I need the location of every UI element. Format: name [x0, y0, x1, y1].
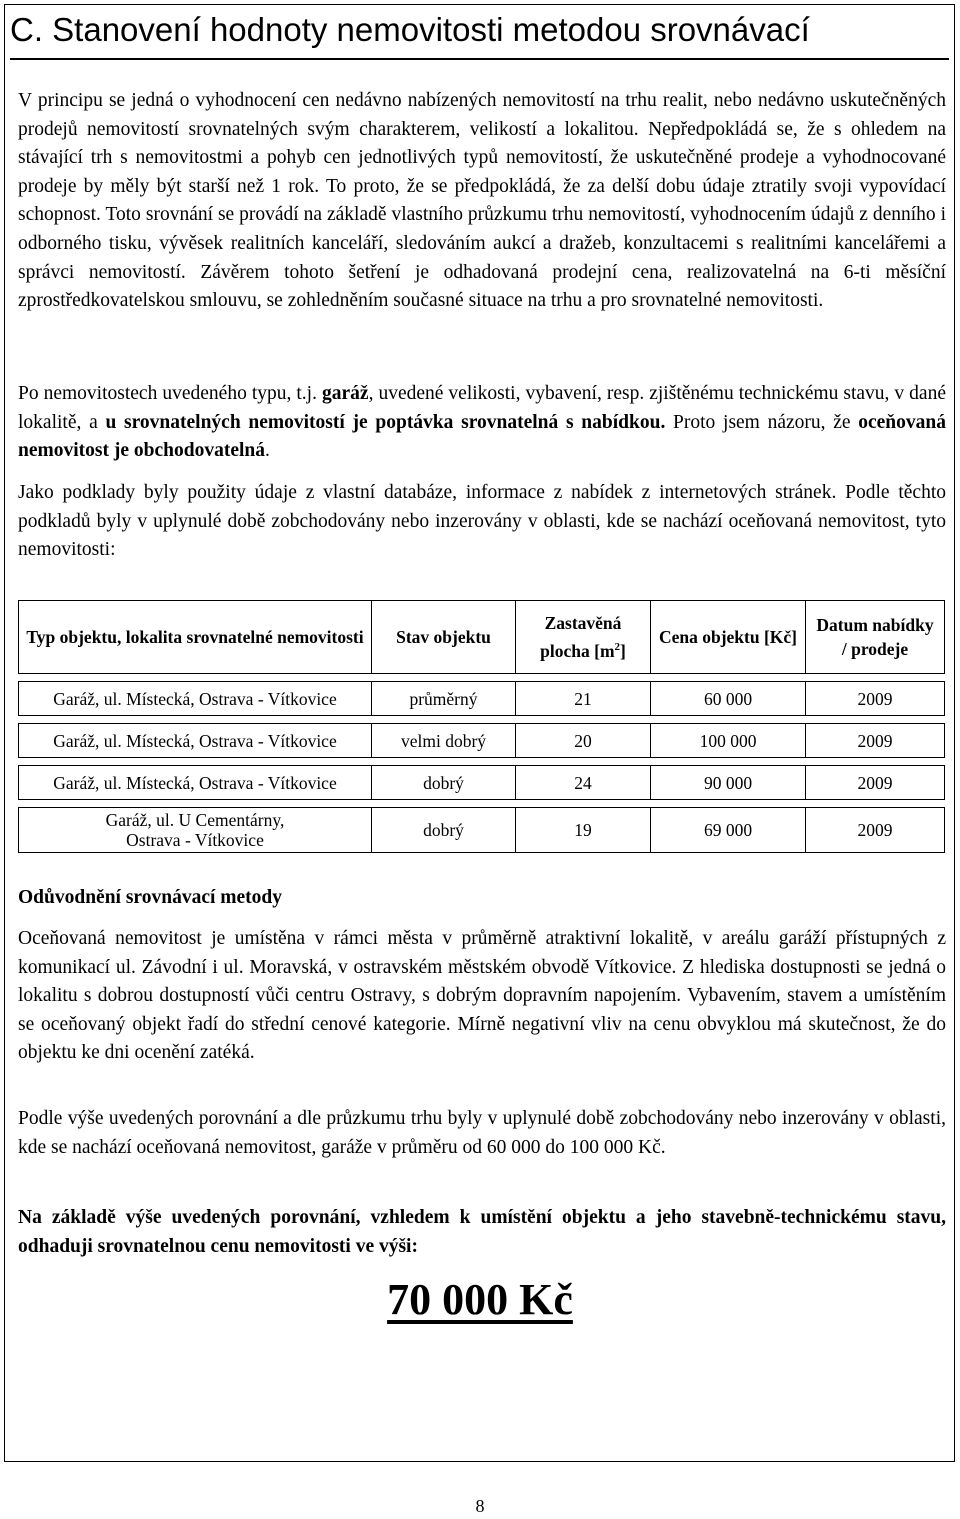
justification-heading: Odůvodnění srovnávací metody — [18, 887, 283, 908]
cell-area: 21 — [516, 681, 651, 716]
location-paragraph: Oceňovaná nemovitost je umístěna v rámci města v průměrně atraktivní lokalitě, v areálu garáží přístupných z komunikací ul. Závodní i ul. Moravská, v ostravském městském obvodě Vítkovice. Z hlediska dostupnosti se jedná o lokalitu s dobrou dostupností vůči centru Ostravy, s dobrým dopravním napojením. Vybavením, stavem a umístěním se oceňovaný objekt řadí do střední cenové kategorie. Mírně negativní vliv na cenu obvyklou má skutečnost, že do objektu ke dni ocenění zatéká. — [18, 928, 946, 1064]
market-paragraph: Podle výše uvedených porovnání a dle průzkumu trhu byly v uplynulé době zobchodovány nebo inzerovány v oblasti, kde se nachází oceňovaná nemovitost, garáže v průměru od 60 000 do 100 000 Kč. — [18, 1108, 946, 1158]
header-date: Datum nabídky / prodeje — [806, 600, 945, 674]
header-price: Cena objektu [Kč] — [651, 600, 806, 674]
header-state: Stav objektu — [372, 600, 516, 674]
tradability-statement: oceňovaná nemovitost je obchodovatelná — [18, 411, 946, 462]
cell-price: 90 000 — [651, 765, 806, 800]
cell-state: dobrý — [372, 807, 516, 853]
cell-area: 20 — [516, 723, 651, 758]
cell-type: Garáž, ul. Místecká, Ostrava - Vítkovice — [18, 681, 372, 716]
cell-area: 24 — [516, 765, 651, 800]
table-row — [18, 765, 945, 800]
header-area: Zastavěná plocha $[m^2]$ — [516, 600, 651, 674]
page-number: 8 — [475, 1496, 485, 1516]
cell-date: 2009 — [806, 807, 945, 853]
cell-price: 60 000 — [651, 681, 806, 716]
table-row — [18, 807, 945, 853]
cell-type: Garáž, ul. Místecká, Ostrava - Vítkovice — [18, 765, 372, 800]
cell-date: 2009 — [806, 765, 945, 800]
cell-type: Garáž, ul. Místecká, Ostrava - Vítkovice — [18, 723, 372, 758]
estimated-price-value: 70 000 Kč — [387, 1275, 573, 1324]
cell-state: velmi dobrý — [372, 723, 516, 758]
demand-statement: u srovnatelných nemovitostí je poptávka srovnatelná s nabídkou. — [105, 411, 666, 433]
demand-text-e: Proto jsem názoru, že — [665, 411, 859, 433]
table-header-row — [18, 600, 945, 674]
property-type: garáž — [322, 383, 369, 404]
cell-date: 2009 — [806, 681, 945, 716]
cell-price: 100 000 — [651, 723, 806, 758]
intro-paragraph: V principu se jedná o vyhodnocení cen nedávno nabízených nemovitostí na trhu realit, nebo nedávno uskutečněných prodejů nemovitostí srovnatelných svým charakterem, velikostí a lokalitou. Nepředpokládá se, že s ohledem na stávající trh s nemovitostmi a pohyb cen jednotlivých typů nemovitostí, že uskutečněné prodeje a vyhodnocované prodeje by měly být starší než 1 rok. To proto, že se předpokládá, že za delší dobu údaje ztratily svoji vypovídací schopnost. Toto srovnání se provádí na základě vlastního průzkumu trhu nemovitostí, vyhodnocením údajů z denního i odborného tisku, vývěsek realitních kanceláří, sledováním aukcí a dražeb, konzultacemi s realitními kancelářemi a správci nemovitostí. Závěrem tohoto šetření je odhadovaná prodejní cena, realizovatelná na 6-ti měsíční zprostředkovatelskou smlouvu, se zohledněním současné situace na trhu a pro srovnatelné nemovitosti. — [18, 90, 946, 312]
cell-date: 2009 — [806, 723, 945, 758]
demand-text-g: . — [265, 440, 270, 462]
comparison-table — [18, 593, 945, 860]
demand-text-c: , uvedené velikosti, vybavení, resp. zjištěnému technickému stavu, v dané lokalitě, a — [18, 383, 946, 433]
table-row — [18, 681, 945, 716]
demand-text-a: Po nemovitostech uvedeného typu, t.j. — [18, 383, 322, 404]
sources-paragraph: Jako podklady byly použity údaje z vlastní databáze, informace z nabídek z internetových stránek. Podle těchto podkladů byly v uplynulé době zobchodovány nebo inzerovány v oblasti, kde se nachází oceňovaná nemovitost, tyto nemovitosti: — [18, 482, 946, 561]
cell-area: 19 — [516, 807, 651, 853]
cell-price: 69 000 — [651, 807, 806, 853]
heading-underline — [10, 58, 949, 60]
demand-paragraph — [18, 380, 946, 466]
cell-state: průměrný — [372, 681, 516, 716]
section-heading: C. Stanovení hodnoty nemovitosti metodou srovnávací — [10, 11, 810, 48]
cell-type: Garáž, ul. U Cementárny, Ostrava - Vítkovice — [18, 807, 372, 853]
cell-state: dobrý — [372, 765, 516, 800]
conclusion-paragraph: Na základě výše uvedených porovnání, vzhledem k umístění objektu a jeho stavebně-technickému stavu, odhaduji srovnatelnou cenu nemovitosti ve výši: — [18, 1207, 946, 1257]
header-type: Typ objektu, lokalita srovnatelné nemovitosti — [18, 600, 372, 674]
table-row — [18, 723, 945, 758]
estimated-price — [0, 1270, 960, 1330]
